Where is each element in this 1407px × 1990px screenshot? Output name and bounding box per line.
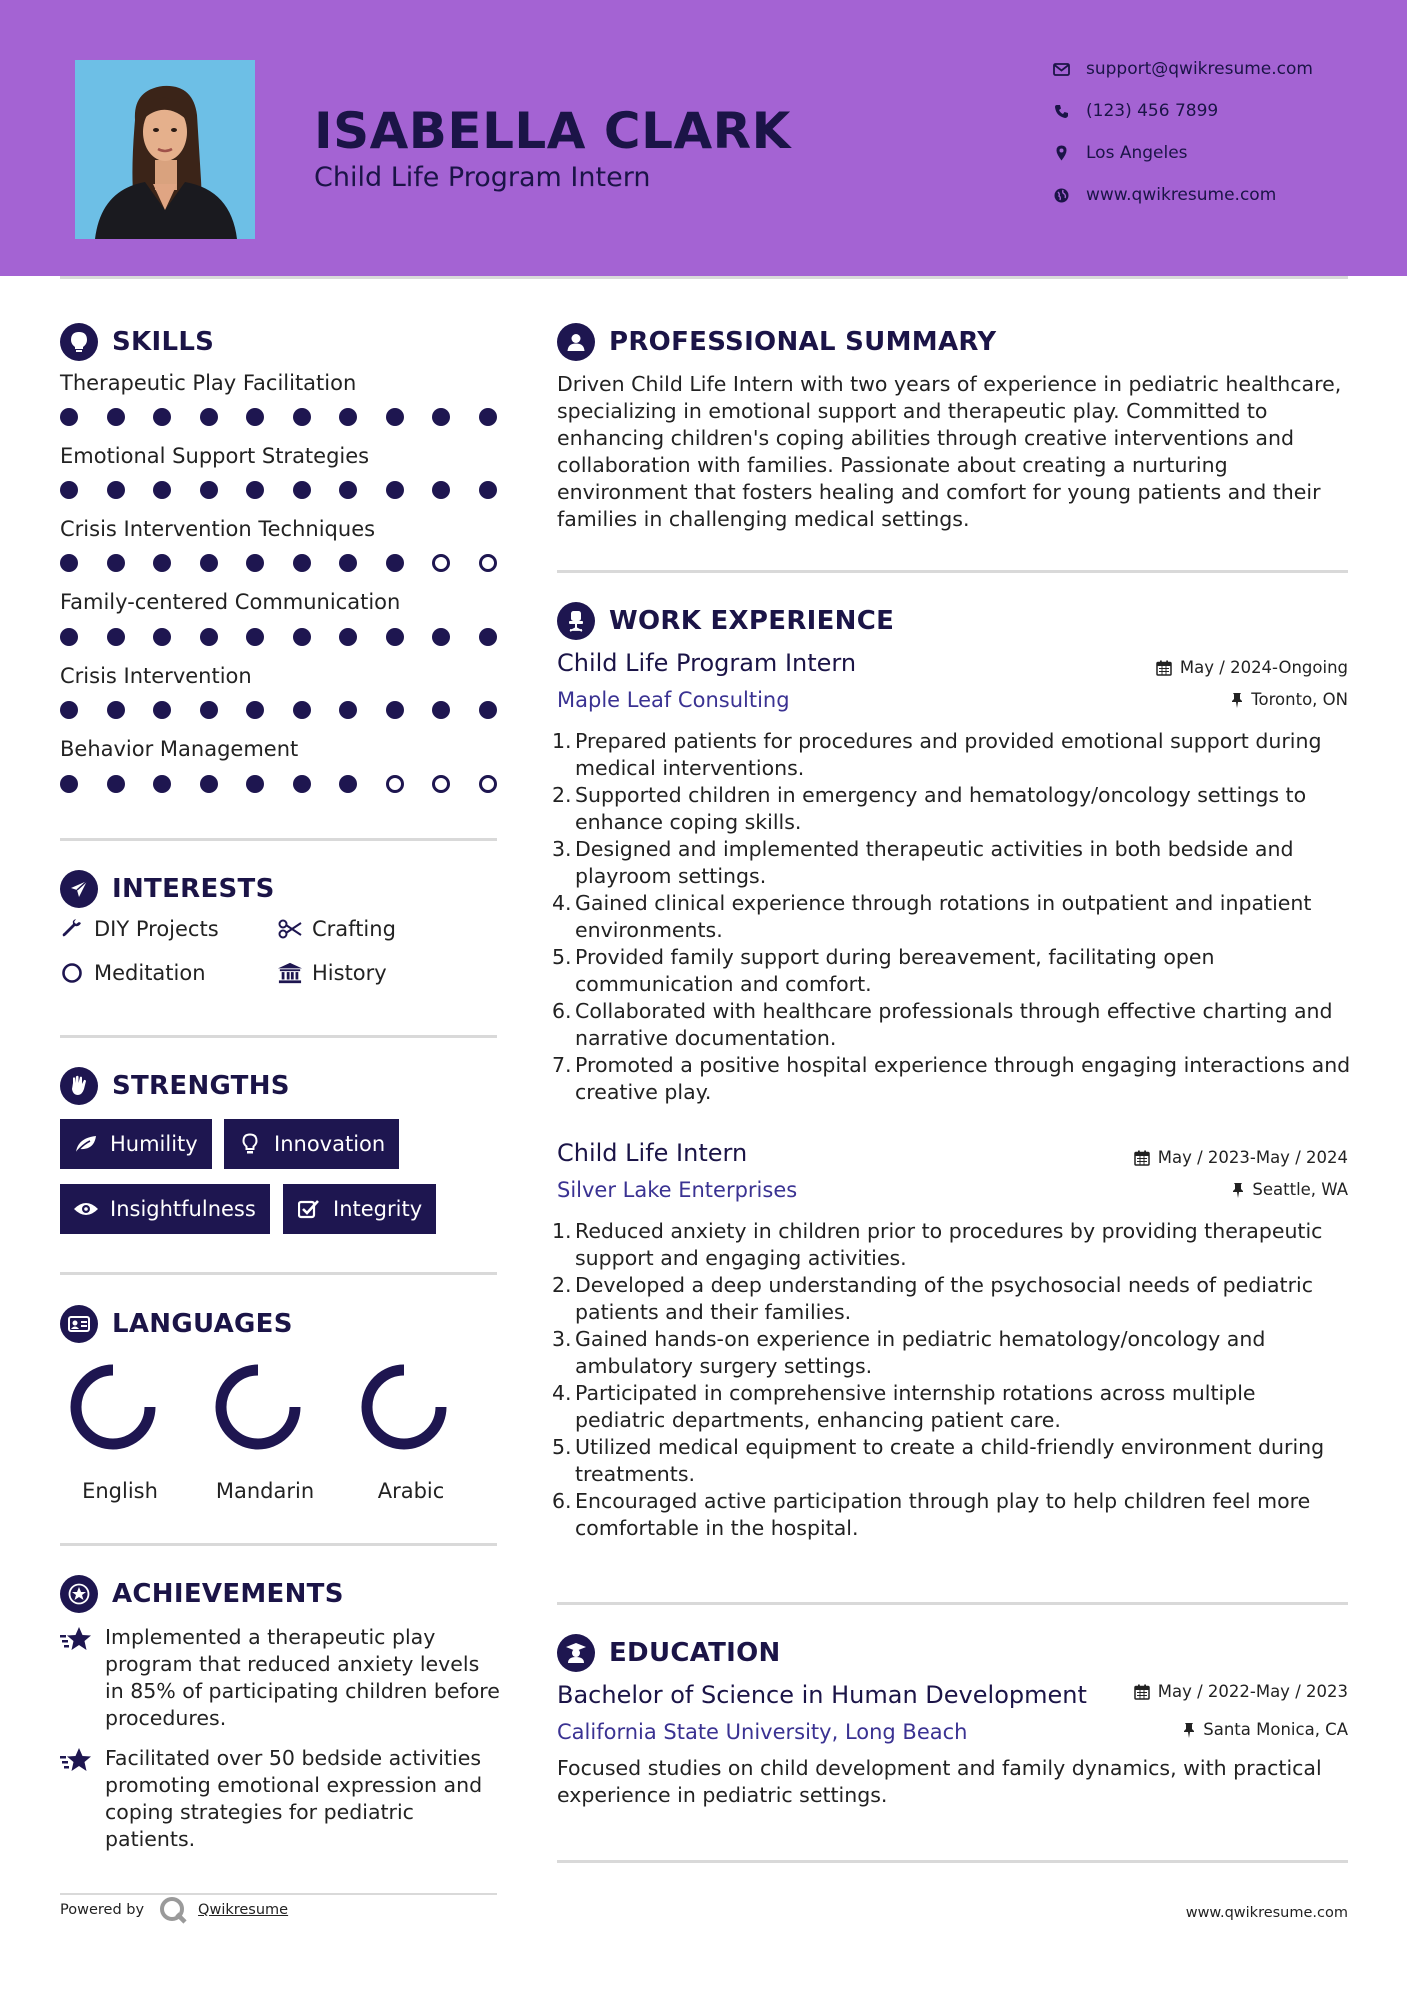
pushpin-icon [1232,1182,1244,1198]
duty-item: Gained hands-on experience in pediatric hematology/oncology and ambulatory surgery settings. [575,1327,1266,1378]
summary-text: Driven Child Life Intern with two years of experience in pediatric healthcare, specializing in emotional support and therapeutic play. Committed to enhancing children's coping abilities through creative interventions and collaboration with families. Passionate about creating a nurturing environment that fosters healing and comfort for young patients and their families in challenging medical settings. [557,372,1342,531]
contact-website-text: www.qwikresume.com [1086,185,1277,205]
rating-dot-filled [386,628,404,646]
eye-icon [72,1201,100,1217]
rating-dot-filled [107,701,125,719]
duty-item: Gained clinical experience through rotations in outpatient and inpatient environments. [575,891,1312,942]
rating-dot-filled [386,701,404,719]
rating-dot-filled [153,408,171,426]
rating-dot-filled [153,554,171,572]
rating-dot-filled [153,481,171,499]
interest-item: Meditation [60,961,206,985]
language-level-arc [221,1370,295,1444]
footer-brand-link[interactable]: Qwikresume [198,1902,289,1918]
job-company: Silver Lake Enterprises [557,1178,798,1202]
language-item [346,1357,456,1503]
header-banner [0,0,1407,276]
envelope-icon [1050,63,1072,76]
contact-location [1050,139,1188,167]
rating-dot-filled [479,408,497,426]
skills-heading: SKILLS [60,322,214,362]
rating-dot-filled [200,775,218,793]
skill-name: Crisis Intervention Techniques [60,517,376,541]
skill-rating [60,408,500,428]
duty-item: Participated in comprehensive internship rotations across multiple pediatric departments, enhancing patient care. [575,1381,1256,1432]
rating-dot-filled [246,775,264,793]
rating-dot-filled [200,481,218,499]
skill-rating [60,628,500,648]
job-location: Toronto, ON [1231,690,1348,709]
duty-item: Encouraged active participation through play to help children feel more comfortable in the hospital. [575,1489,1311,1540]
education-date: May / 2022-May / 2023 [1134,1682,1348,1701]
achievement-text: Facilitated over 50 bedside activities promoting emotional expression and coping strategies for pediatric patients. [105,1746,483,1851]
pushpin-icon [1231,692,1243,708]
language-level-arc [367,1370,441,1444]
section-divider [60,1543,497,1546]
duty-item: Designed and implemented therapeutic activities in both bedside and playroom settings. [575,837,1294,888]
rating-dot-filled [339,701,357,719]
interests-heading: INTERESTS [60,869,275,909]
contact-website[interactable] [1050,181,1276,209]
section-divider [60,1272,497,1275]
rating-dot-filled [479,701,497,719]
interest-item: Crafting [278,917,396,941]
footer-url[interactable]: www.qwikresume.com [1185,1905,1348,1921]
globe-icon [1050,188,1072,203]
header-divider [60,276,1348,279]
skill-rating [60,701,500,721]
language-item [200,1357,315,1503]
language-ring [55,1357,185,1467]
skill-rating [60,554,500,574]
rating-dot-filled [246,481,264,499]
skill-name: Therapeutic Play Facilitation [60,371,357,395]
education-location: Santa Monica, CA [1183,1720,1348,1739]
education-heading: EDUCATION [557,1633,781,1673]
rating-dot-filled [60,408,78,426]
language-label: English [82,1479,158,1503]
rating-dot-filled [246,701,264,719]
rating-dot-filled [200,554,218,572]
calendar-icon [1134,1684,1150,1700]
rating-dot-filled [293,408,311,426]
lightbulb-icon [236,1133,264,1155]
strength-badge: Humility [60,1119,212,1169]
rating-dot-empty [479,775,497,793]
candidate-title: Child Life Program Intern [314,162,651,193]
star-badge-icon [60,1575,98,1613]
skill-name: Family-centered Communication [60,590,401,614]
checkbox-icon [295,1199,323,1219]
rating-dot-filled [60,628,78,646]
section-divider [557,570,1348,573]
contact-location-text: Los Angeles [1086,143,1188,163]
section-divider [60,1035,497,1038]
job-duties [557,728,1351,1106]
achievement-item [60,1624,500,1734]
degree-title: Bachelor of Science in Human Development [557,1681,1087,1709]
rating-dot-filled [60,775,78,793]
rating-dot-filled [107,554,125,572]
job-company: Maple Leaf Consulting [557,688,790,712]
rating-dot-filled [339,628,357,646]
rating-dot-empty [432,554,450,572]
candidate-name: ISABELLA CLARK [314,102,791,160]
work-heading: WORK EXPERIENCE [557,601,894,641]
rating-dot-filled [386,554,404,572]
office-chair-icon [557,602,595,640]
graduate-icon [557,1634,595,1672]
rating-dot-filled [386,408,404,426]
rating-dot-filled [293,701,311,719]
rating-dot-filled [107,628,125,646]
language-ring [200,1357,330,1467]
contact-email[interactable] [1050,55,1313,83]
lightbulb-icon [60,323,98,361]
rating-dot-filled [246,628,264,646]
star-icon [60,1747,92,1777]
rating-dot-filled [153,628,171,646]
rating-dot-filled [339,554,357,572]
language-item [55,1357,165,1503]
language-label: Arabic [377,1479,445,1503]
rating-dot-filled [293,554,311,572]
job-title: Child Life Intern [557,1139,748,1167]
rating-dot-filled [386,481,404,499]
user-icon [557,323,595,361]
rating-dot-filled [432,481,450,499]
rating-dot-filled [153,701,171,719]
duty-item: Provided family support during bereavement, facilitating open communication and comfort. [575,945,1215,996]
rating-dot-empty [432,775,450,793]
rating-dot-filled [200,408,218,426]
pushpin-icon [1183,1722,1195,1738]
contact-phone-text: (123) 456 7899 [1086,101,1219,121]
rating-dot-filled [60,481,78,499]
job-date: May / 2023-May / 2024 [1134,1148,1348,1167]
language-ring [346,1357,476,1467]
rating-dot-empty [386,775,404,793]
achievement-text: Implemented a therapeutic play program that reduced anxiety levels in 85% of participating children before procedures. [105,1625,500,1730]
job-duties [557,1218,1351,1542]
rating-dot-filled [246,408,264,426]
rating-dot-filled [432,701,450,719]
leaf-icon [72,1134,100,1154]
contact-phone[interactable] [1050,97,1218,125]
circle-icon [60,962,84,984]
calendar-icon [1134,1150,1150,1166]
achievement-item [60,1745,500,1855]
rating-dot-empty [479,554,497,572]
scissors-icon [278,919,302,939]
id-card-icon [60,1305,98,1343]
rating-dot-filled [107,408,125,426]
skill-rating [60,481,500,501]
strength-badge: Innovation [224,1119,399,1169]
interest-item: History [278,961,387,985]
duty-item: Supported children in emergency and hematology/oncology settings to enhance coping skills. [575,783,1307,834]
rating-dot-filled [432,628,450,646]
section-divider [557,1860,1348,1863]
job-date: May / 2024-Ongoing [1156,658,1348,677]
star-icon [60,1626,92,1656]
wrench-icon [60,918,84,940]
duty-item: Collaborated with healthcare professionals through effective charting and narrative documentation. [575,999,1333,1050]
language-level-arc [76,1370,150,1444]
paper-plane-icon [60,870,98,908]
museum-icon [278,962,302,984]
education-description: Focused studies on child development and family dynamics, with practical experience in pediatric settings. [557,1756,1322,1807]
duty-item: Prepared patients for procedures and provided emotional support during medical interventions. [575,729,1322,780]
footer-powered-by: Powered by Qwikresume [60,1895,288,1925]
rating-dot-filled [107,775,125,793]
job-title: Child Life Program Intern [557,649,857,677]
skill-rating [60,775,500,795]
calendar-icon [1156,660,1172,676]
section-divider [557,1602,1348,1605]
rating-dot-filled [293,628,311,646]
rating-dot-filled [200,701,218,719]
profile-photo [75,60,255,239]
rating-dot-filled [339,408,357,426]
map-marker-icon [1050,145,1072,161]
rating-dot-filled [293,775,311,793]
qwikresume-logo-icon [158,1895,188,1925]
languages-heading: LANGUAGES [60,1304,293,1344]
rating-dot-filled [60,701,78,719]
skill-name: Emotional Support Strategies [60,444,370,468]
skill-name: Crisis Intervention [60,664,252,688]
rating-dot-filled [293,481,311,499]
section-divider [60,838,497,841]
summary-heading: PROFESSIONAL SUMMARY [557,322,996,362]
rating-dot-filled [339,481,357,499]
contact-email-text: support@qwikresume.com [1086,59,1313,79]
rating-dot-filled [339,775,357,793]
rating-dot-filled [153,775,171,793]
rating-dot-filled [432,408,450,426]
job-location: Seattle, WA [1232,1180,1348,1199]
rating-dot-filled [60,554,78,572]
rating-dot-filled [107,481,125,499]
phone-icon [1050,104,1072,119]
rating-dot-filled [479,628,497,646]
language-label: Mandarin [215,1479,315,1503]
skill-name: Behavior Management [60,737,299,761]
strength-badge: Insightfulness [60,1184,270,1234]
rating-dot-filled [246,554,264,572]
hand-icon [60,1067,98,1105]
duty-item: Developed a deep understanding of the psychosocial needs of pediatric patients and their families. [575,1273,1313,1324]
strength-badge: Integrity [283,1184,436,1234]
rating-dot-filled [200,628,218,646]
achievements-heading: ACHIEVEMENTS [60,1574,344,1614]
school-name: California State University, Long Beach [557,1720,968,1744]
rating-dot-filled [479,481,497,499]
interest-item: DIY Projects [60,917,219,941]
strengths-heading: STRENGTHS [60,1066,290,1106]
duty-item: Utilized medical equipment to create a child-friendly environment during treatments. [575,1435,1325,1486]
duty-item: Reduced anxiety in children prior to procedures by providing therapeutic support and engaging activities. [575,1219,1323,1270]
duty-item: Promoted a positive hospital experience through engaging interactions and creative play. [575,1053,1351,1104]
